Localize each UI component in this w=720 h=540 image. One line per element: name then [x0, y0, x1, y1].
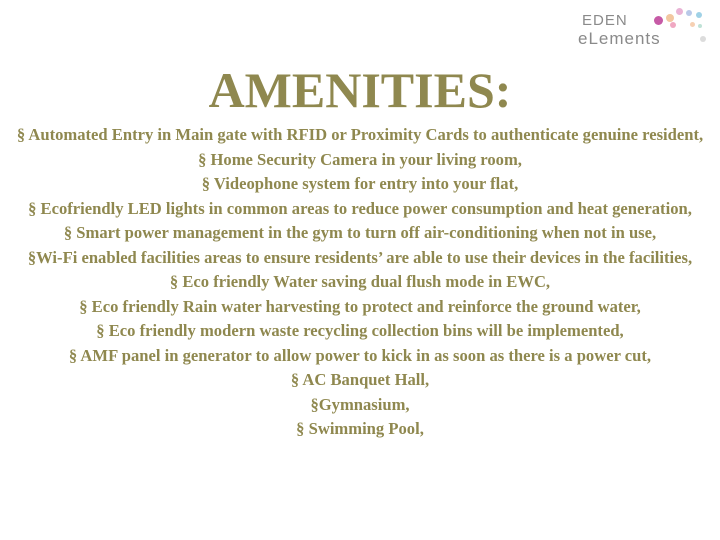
- amenity-item: § Home Security Camera in your living room,: [198, 149, 522, 169]
- logo-dot: [686, 10, 692, 16]
- amenity-item: § Videophone system for entry into your flat,: [201, 174, 519, 193]
- page-title: AMENITIES:: [208, 62, 512, 118]
- amenity-item: § Automated Entry in Main gate with RFID or Proximity Cards to authenticate genuine resident,: [16, 125, 704, 144]
- logo-text-eden: EDEN: [582, 12, 628, 29]
- amenity-item: §Gymnasium,: [310, 394, 410, 414]
- logo-dot: [690, 22, 695, 27]
- amenity-item: §Wi-Fi enabled facilities areas to ensure residents’ are able to use their devices in the facilities,: [27, 247, 693, 267]
- amenity-item: § Eco friendly modern waste recycling collection bins will be implemented,: [96, 321, 624, 340]
- amenity-item: § AMF panel in generator to allow power to kick in as soon as there is a power cut,: [68, 345, 652, 365]
- logo-dot: [676, 8, 683, 15]
- logo-dot: [696, 12, 702, 18]
- amenity-item: § Eco friendly Water saving dual flush mode in EWC,: [169, 272, 551, 291]
- amenity-item: § Swimming Pool,: [296, 419, 424, 438]
- amenity-item: § AC Banquet Hall,: [290, 370, 430, 389]
- logo-dot: [698, 24, 702, 28]
- logo-dot: [670, 22, 676, 28]
- amenity-item: § Smart power management in the gym to turn off air-conditioning when not in use,: [63, 223, 657, 242]
- amenity-item: § Eco friendly Rain water harvesting to protect and reinforce the ground water,: [79, 296, 641, 316]
- logo-text-elements: eLements: [578, 29, 661, 48]
- logo-dot: [654, 16, 663, 25]
- amenities-list: [14, 123, 706, 442]
- eden-elements-logo: [578, 12, 708, 52]
- logo-dot: [666, 14, 674, 22]
- logo-dot: [700, 36, 706, 42]
- amenity-item: § Ecofriendly LED lights in common areas to reduce power consumption and heat generation,: [28, 198, 692, 218]
